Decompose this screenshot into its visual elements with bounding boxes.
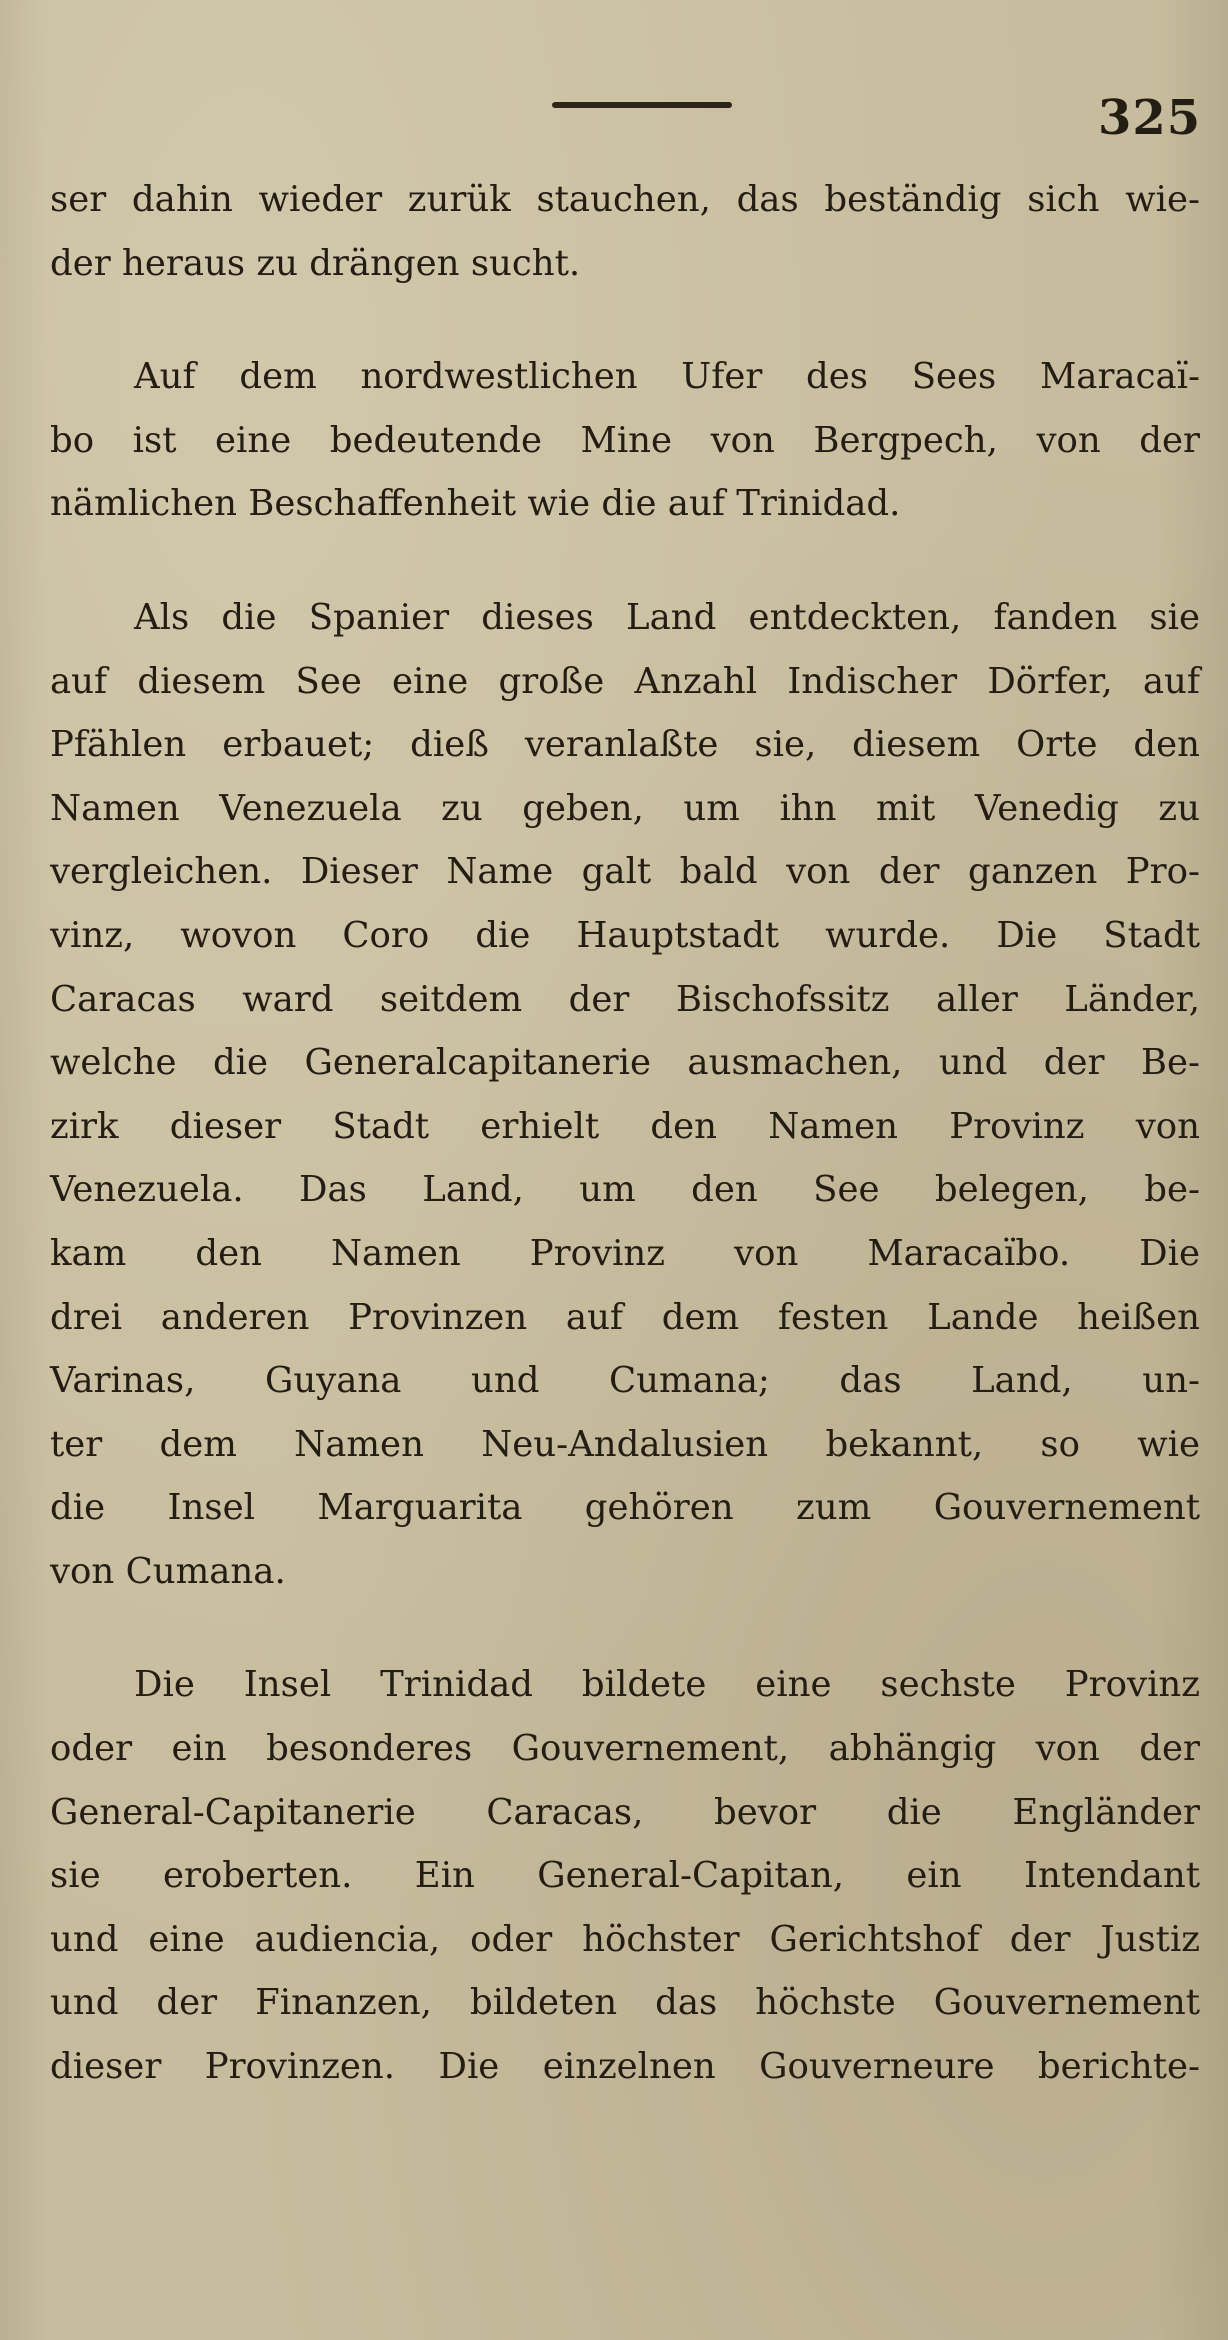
text-line: die Insel Marguarita gehören zum Gouvernement: [50, 1487, 1200, 1529]
text-line: Namen Venezuela zu geben, um ihn mit Venedig zu: [50, 787, 1200, 829]
text-line: und eine audiencia, oder höchster Gerichtshof der Justiz: [50, 1918, 1200, 1960]
text-line: oder ein besonderes Gouvernement, abhängig von der: [50, 1728, 1200, 1770]
text-line: Varinas, Guyana und Cumana; das Land, un-: [50, 1360, 1200, 1402]
text-line: vinz, wovon Coro die Hauptstadt wurde. Die Stadt: [50, 914, 1200, 956]
text-line: Pfählen erbauet; dieß veranlaßte sie, diesem Orte den: [50, 724, 1200, 766]
text-line: dieser Provinzen. Die einzelnen Gouverneure berichte-: [50, 2046, 1200, 2088]
text-line: Auf dem nordwestlichen Ufer des Sees Maracaï-: [134, 356, 1200, 398]
paragraph-3: [50, 586, 1200, 1604]
text-line: sie eroberten. Ein General-Capitan, ein Intendant: [50, 1855, 1200, 1897]
text-line: Als die Spanier dieses Land entdeckten, fanden sie: [134, 596, 1200, 638]
text-line: drei anderen Provinzen auf dem festen Lande heißen: [50, 1296, 1200, 1338]
header-rule: [552, 102, 732, 108]
text-line: zirk dieser Stadt erhielt den Namen Provinz von: [50, 1105, 1200, 1147]
text-line: nämlichen Beschaffenheit wie die auf Trinidad.: [50, 483, 901, 525]
text-line: Venezuela. Das Land, um den See belegen, be-: [50, 1169, 1200, 1211]
text-line: bo ist eine bedeutende Mine von Bergpech, von der: [50, 419, 1200, 461]
text-line: und der Finanzen, bildeten das höchste Gouvernement: [50, 1982, 1200, 2024]
text-line: ser dahin wieder zurük stauchen, das beständig sich wie-: [50, 179, 1200, 220]
text-line: auf diesem See eine große Anzahl Indischer Dörfer, auf: [50, 660, 1200, 702]
text-line: General-Capitanerie Caracas, bevor die Engländer: [50, 1791, 1200, 1833]
paragraph-4: [50, 1653, 1200, 2098]
paragraph-2: [50, 345, 1200, 536]
body-text: [50, 168, 1200, 2099]
text-line: ter dem Namen Neu-Andalusien bekannt, so wie: [50, 1423, 1200, 1465]
text-line: Die Insel Trinidad bildete eine sechste Provinz: [134, 1664, 1200, 1706]
text-line: vergleichen. Dieser Name galt bald von der ganzen Pro-: [50, 851, 1200, 893]
text-line: kam den Namen Provinz von Maracaïbo. Die: [50, 1232, 1200, 1274]
text-line: Caracas ward seitdem der Bischofssitz aller Länder,: [50, 978, 1200, 1020]
text-line: von Cumana.: [50, 1550, 286, 1592]
paragraph-1: [50, 168, 1200, 295]
text-line: der heraus zu drängen sucht.: [50, 242, 581, 284]
page-number: 325: [1098, 90, 1202, 146]
text-line: welche die Generalcapitanerie ausmachen, und der Be-: [50, 1042, 1200, 1084]
